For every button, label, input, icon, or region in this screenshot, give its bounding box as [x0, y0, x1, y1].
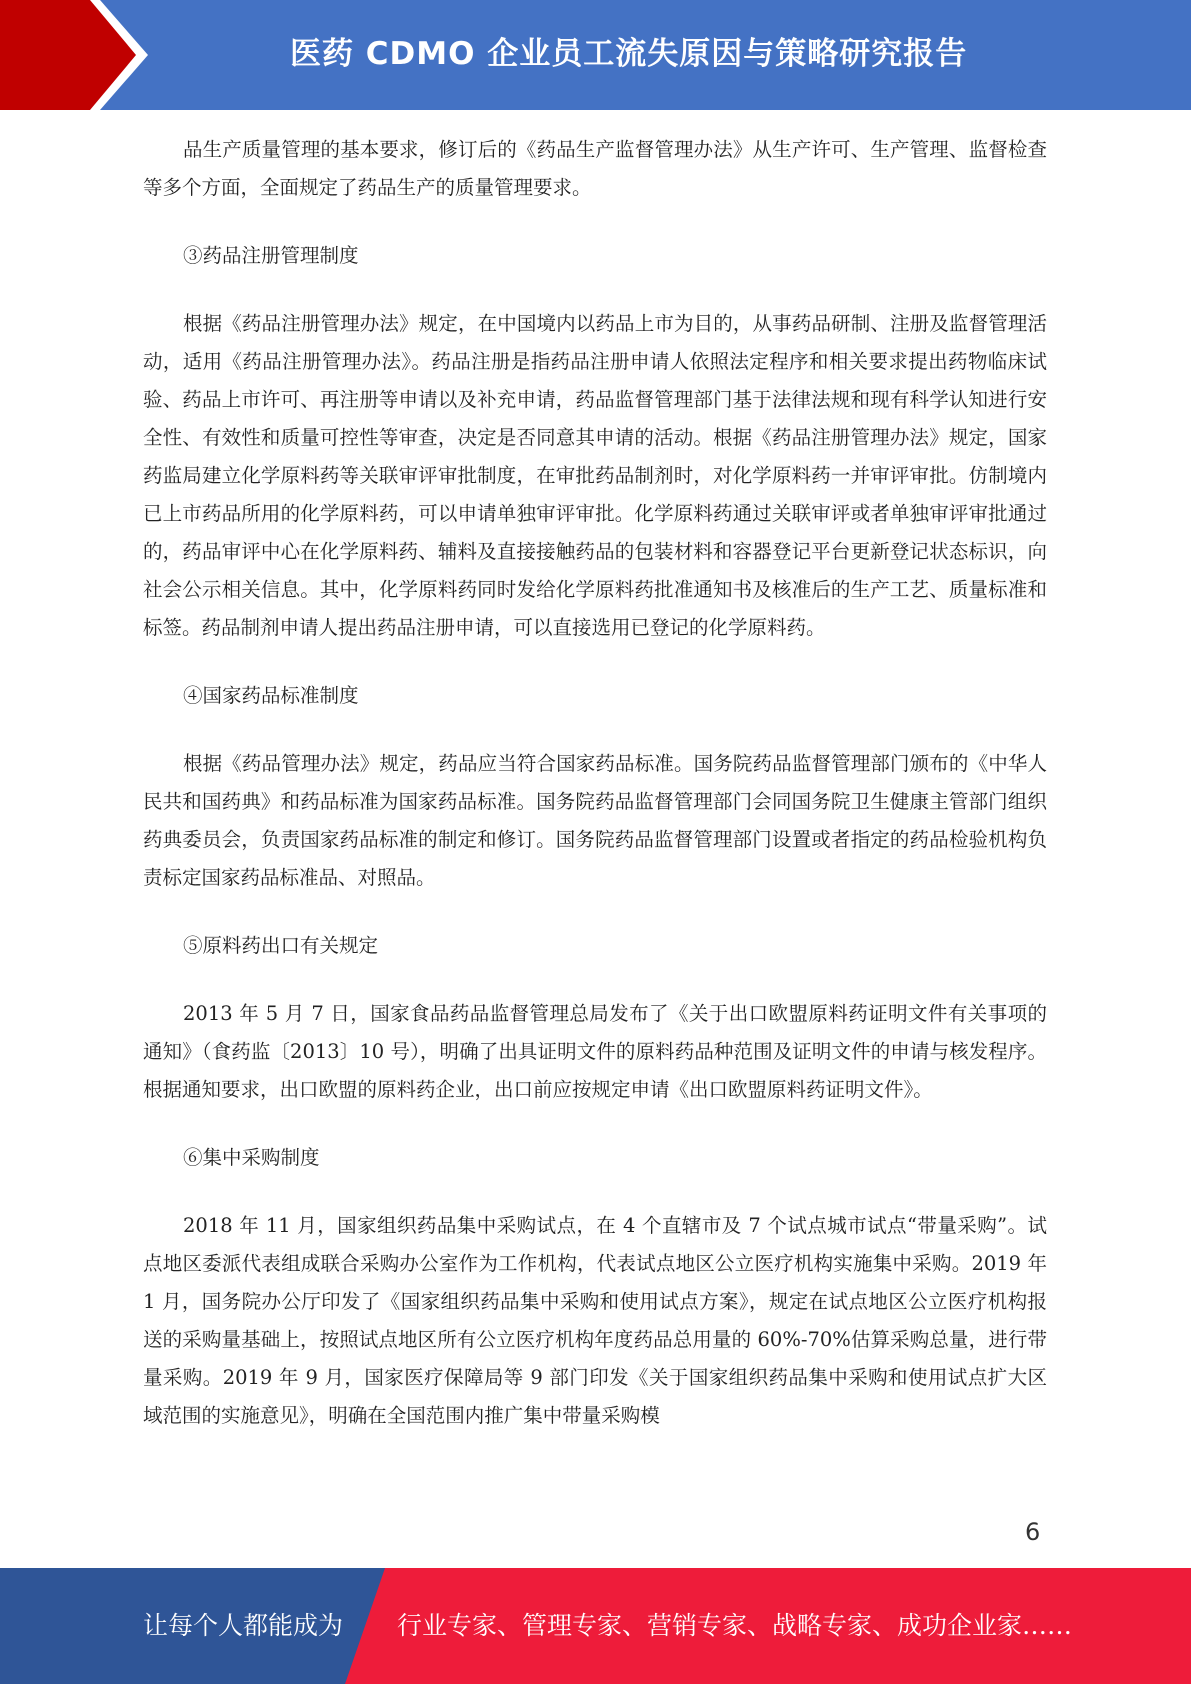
footer-slogan-left: 让每个人都能成为	[143, 1611, 344, 1640]
report-title: 医药 CDMO 企业员工流失原因与策略研究报告	[290, 36, 968, 72]
footer-slogan-right: 行业专家、管理专家、营销专家、战略专家、成功企业家……	[397, 1611, 1073, 1640]
paragraph: 品生产质量管理的基本要求，修订后的《药品生产监督管理办法》从生产许可、生产管理、监督检查等多个方面，全面规定了药品生产的质量管理要求。	[143, 138, 1047, 199]
header-arrow-decoration	[0, 0, 160, 110]
paragraph: 根据《药品注册管理办法》规定，在中国境内以药品上市为目的，从事药品研制、注册及监督管理活动，适用《药品注册管理办法》。药品注册是指药品注册申请人依照法定程序和相关要求提出药物临床试验、药品上市许可、再注册等申请以及补充申请，药品监督管理部门基于法律法规和现有科学认知进行安全性、有效性和质量可控性等审查，决定是否同意其申请的活动。根据《药品注册管理办法》规定，国家药监局建立化学原料药等关联审评审批制度，在审批药品制剂时，对化学原料药一并审评审批。仿制境内已上市药品所用的化学原料药，可以申请单独审评审批。化学原料药通过关联审评或者单独审评审批通过的，药品审评中心在化学原料药、辅料及直接接触药品的包装材料和容器登记平台更新登记状态标识，向社会公示相关信息。其中，化学原料药同时发给化学原料药批准通知书及核准后的生产工艺、质量标准和标签。药品制剂申请人提出药品注册申请，可以直接选用已登记的化学原料药。	[143, 312, 1047, 639]
page-header	[0, 0, 1191, 110]
section-heading: ③药品注册管理制度	[183, 244, 359, 267]
paragraph: 2018 年 11 月，国家组织药品集中采购试点，在 4 个直辖市及 7 个试点城市试点“带量采购”。试点地区委派代表组成联合采购办公室作为工作机构，代表试点地区公立医疗机构实施集中采购。2019 年 1 月，国务院办公厅印发了《国家组织药品集中采购和使用试点方案》，规定在试点地区公立医疗机构报送的采购量基础上，按照试点地区所有公立医疗机构年度药品总用量的 60%-70%估算采购总量，进行带量采购。2019 年 9 月，国家医疗保障局等 9 部门印发《关于国家组织药品集中采购和使用试点扩大区域范围的实施意见》，明确在全国范围内推广集中带量采购模	[143, 1214, 1047, 1427]
page-footer	[0, 1568, 1191, 1684]
page-number: 6	[1025, 1518, 1041, 1546]
section-heading: ⑤原料药出口有关规定	[183, 934, 379, 957]
section-heading: ④国家药品标准制度	[183, 684, 359, 707]
paragraph: 根据《药品管理办法》规定，药品应当符合国家药品标准。国务院药品监督管理部门颁布的《中华人民共和国药典》和药品标准为国家药品标准。国务院药品监督管理部门会同国务院卫生健康主管部门组织药典委员会，负责国家药品标准的制定和修订。国务院药品监督管理部门设置或者指定的药品检验机构负责标定国家药品标准品、对照品。	[143, 752, 1047, 889]
section-heading: ⑥集中采购制度	[183, 1146, 320, 1169]
paragraph: 2013 年 5 月 7 日，国家食品药品监督管理总局发布了《关于出口欧盟原料药证明文件有关事项的通知》（食药监〔2013〕10 号），明确了出具证明文件的原料药品种范围及证明文件的申请与核发程序。根据通知要求，出口欧盟的原料药企业，出口前应按规定申请《出口欧盟原料药证明文件》。	[143, 1002, 1047, 1101]
document-body	[143, 131, 1047, 1465]
